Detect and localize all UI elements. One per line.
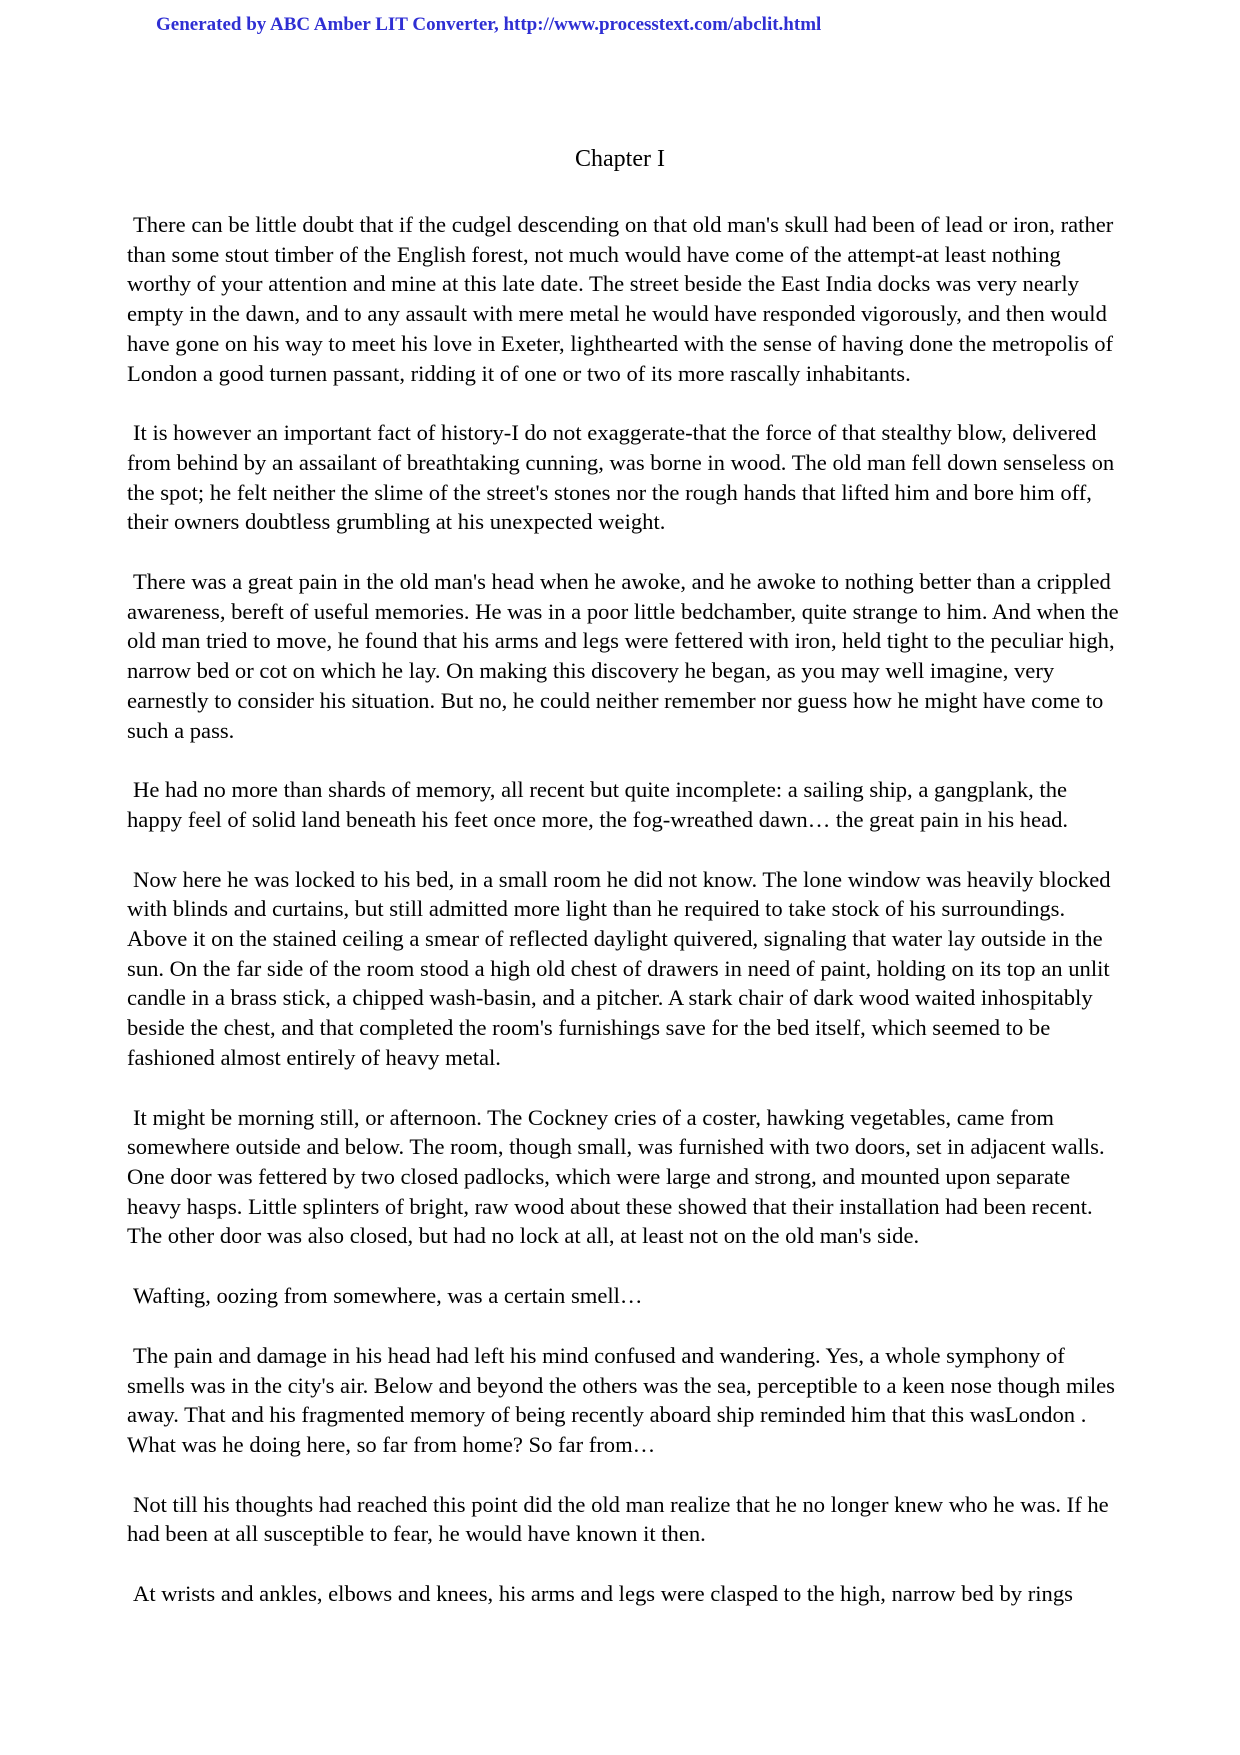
paragraph: It might be morning still, or afternoon. The Cockney cries of a coster, hawking vegetables, came from somewhere outside and below. The room, though small, was furnished with two doors, set in adjacent walls. One door was fettered by two closed padlocks, which were large and strong, and mounted upon separate heavy hasps. Little splinters of bright, raw wood about these showed that their installation had been recent. The other door was also closed, but had no lock at all, at least not on the old man's side. — [127, 1104, 1105, 1249]
paragraph: There can be little doubt that if the cudgel descending on that old man's skull had been of lead or iron, rather than some stout timber of the English forest, not much would have come of the attempt-at least nothing worthy of your attention and mine at this late date. The street beside the East India docks was very nearly empty in the dawn, and to any assault with mere metal he would have responded vigorously, and then would have gone on his way to meet his love in Exeter, lighthearted with the sense of having done the metropolis of London a good turnen passant, ridding it of one or two of its more rascally inhabitants. — [127, 212, 1114, 386]
chapter-title: Chapter I — [575, 146, 665, 172]
paragraph: At wrists and ankles, elbows and knees, his arms and legs were clasped to the high, narrow bed by rings — [133, 1581, 1073, 1607]
paragraph: Now here he was locked to his bed, in a small room he did not know. The lone window was heavily blocked with blinds and curtains, but still admitted more light than he required to take stock of his surroundings. Above it on the stained ceiling a smear of reflected daylight quivered, signaling that water lay outside in the sun. On the far side of the room stood a high old chest of drawers in need of paint, holding on its top an unlit candle in a brass stick, a chipped wash-basin, and a pitcher. A stark chair of dark wood waited inhospitably beside the chest, and that completed the room's furnishings save for the bed itself, which seemed to be fashioned almost entirely of heavy metal. — [127, 866, 1111, 1070]
paragraph: It is however an important fact of history-I do not exaggerate-that the force of that stealthy blow, delivered from behind by an assailant of breathtaking cunning, was borne in wood. The old man fell down senseless on the spot; he felt neither the slime of the street's stones nor the rough hands that lifted him and bore him off, their owners doubtless grumbling at his unexpected weight. — [127, 420, 1115, 535]
paragraph: Not till his thoughts had reached this point did the old man realize that he no longer knew who he was. If he had been at all susceptible to fear, he would have known it then. — [127, 1491, 1109, 1547]
chapter-body — [127, 210, 1127, 1639]
paragraph: There was a great pain in the old man's head when he awoke, and he awoke to nothing better than a crippled awareness, bereft of useful memories. He was in a poor little bedchamber, quite strange to him. And when the old man tried to move, he found that his arms and legs were fettered with iron, held tight to the peculiar high, narrow bed or cot on which he lay. On making this discovery he began, as you may well imagine, very earnestly to consider his situation. But no, he could neither remember nor guess how he might have come to such a pass. — [127, 569, 1119, 743]
paragraph: Wafting, oozing from somewhere, was a certain smell… — [133, 1283, 643, 1309]
converter-link[interactable]: Generated by ABC Amber LIT Converter, http://www.processtext.com/abclit.html — [156, 14, 822, 35]
paragraph: The pain and damage in his head had left his mind confused and wandering. Yes, a whole symphony of smells was in the city's air. Below and beyond the others was the sea, perceptible to a keen nose though miles away. That and his fragmented memory of being recently aboard ship reminded him that this wasLondon . What was he doing here, so far from home? So far from… — [127, 1342, 1115, 1457]
paragraph: He had no more than shards of memory, all recent but quite incomplete: a sailing ship, a gangplank, the happy feel of solid land beneath his feet once more, the fog-wreathed dawn… the great pain in his head. — [127, 777, 1069, 832]
